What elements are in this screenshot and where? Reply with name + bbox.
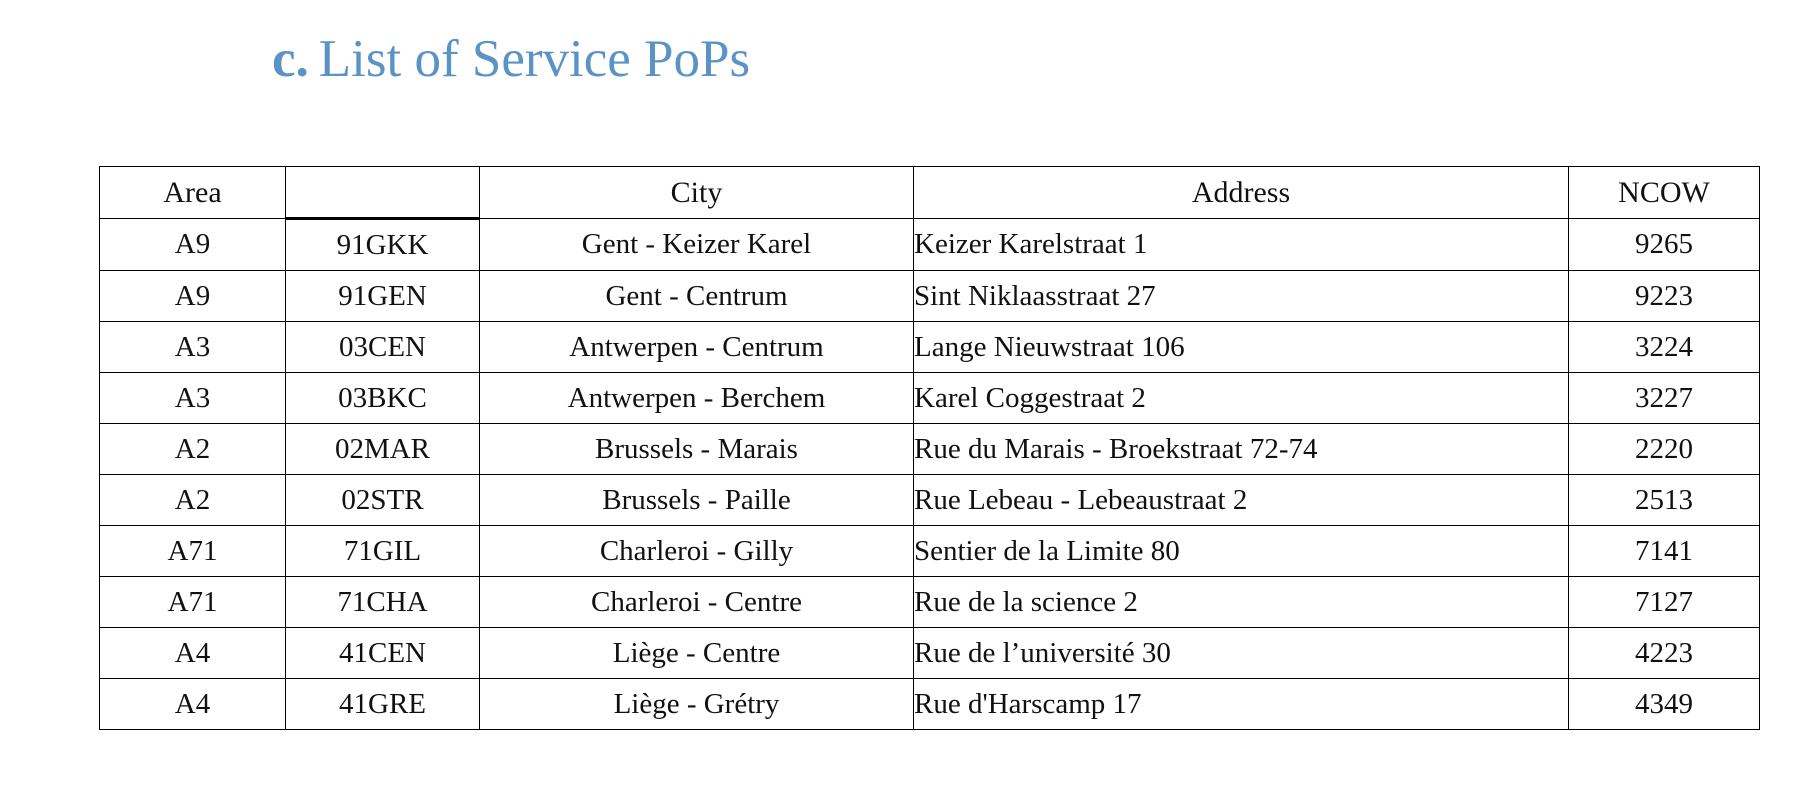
cell-city: Antwerpen - Berchem <box>480 373 914 424</box>
cell-code: 71GIL <box>286 526 480 577</box>
cell-area: A4 <box>100 628 286 679</box>
table-row <box>100 628 1760 679</box>
cell-ncow: 3224 <box>1569 322 1760 373</box>
cell-code: 03BKC <box>286 373 480 424</box>
cell-area: A2 <box>100 424 286 475</box>
cell-code: 71CHA <box>286 577 480 628</box>
table-row <box>100 322 1760 373</box>
cell-ncow: 4223 <box>1569 628 1760 679</box>
cell-city: Brussels - Paille <box>480 475 914 526</box>
cell-code: 03CEN <box>286 322 480 373</box>
cell-area: A9 <box>100 219 286 271</box>
section-title: List of Service PoPs <box>318 30 751 88</box>
cell-address: Rue Lebeau - Lebeaustraat 2 <box>914 475 1569 526</box>
cell-ncow: 2220 <box>1569 424 1760 475</box>
cell-code: 91GEN <box>286 271 480 322</box>
cell-code: 91GKK <box>286 219 480 271</box>
cell-city: Brussels - Marais <box>480 424 914 475</box>
cell-area: A2 <box>100 475 286 526</box>
cell-area: A9 <box>100 271 286 322</box>
cell-ncow: 7141 <box>1569 526 1760 577</box>
service-pops-table-container <box>99 166 1759 730</box>
cell-city: Liège - Centre <box>480 628 914 679</box>
cell-city: Charleroi - Centre <box>480 577 914 628</box>
cell-address: Sint Niklaasstraat 27 <box>914 271 1569 322</box>
table-row <box>100 679 1760 730</box>
table-row <box>100 373 1760 424</box>
section-label: c. <box>272 30 309 88</box>
cell-area: A4 <box>100 679 286 730</box>
table-row <box>100 271 1760 322</box>
cell-address: Lange Nieuwstraat 106 <box>914 322 1569 373</box>
cell-ncow: 4349 <box>1569 679 1760 730</box>
column-header-city: City <box>480 167 914 219</box>
table-header-row <box>100 167 1760 219</box>
cell-address: Rue du Marais - Broekstraat 72-74 <box>914 424 1569 475</box>
cell-ncow: 2513 <box>1569 475 1760 526</box>
cell-city: Liège - Grétry <box>480 679 914 730</box>
column-header-code <box>286 167 480 219</box>
cell-area: A71 <box>100 577 286 628</box>
table-row <box>100 424 1760 475</box>
cell-code: 41GRE <box>286 679 480 730</box>
cell-ncow: 3227 <box>1569 373 1760 424</box>
table-row <box>100 219 1760 271</box>
cell-area: A3 <box>100 322 286 373</box>
table-body <box>100 219 1760 730</box>
cell-ncow: 9223 <box>1569 271 1760 322</box>
cell-address: Karel Coggestraat 2 <box>914 373 1569 424</box>
cell-address: Rue d'Harscamp 17 <box>914 679 1569 730</box>
table-row <box>100 475 1760 526</box>
cell-ncow: 7127 <box>1569 577 1760 628</box>
service-pops-table <box>99 166 1760 730</box>
cell-code: 02STR <box>286 475 480 526</box>
table-header <box>100 167 1760 219</box>
table-row <box>100 526 1760 577</box>
cell-city: Gent - Centrum <box>480 271 914 322</box>
cell-city: Antwerpen - Centrum <box>480 322 914 373</box>
column-header-area: Area <box>100 167 286 219</box>
cell-ncow: 9265 <box>1569 219 1760 271</box>
column-header-address: Address <box>914 167 1569 219</box>
column-header-ncow: NCOW <box>1569 167 1760 219</box>
cell-address: Rue de la science 2 <box>914 577 1569 628</box>
cell-address: Sentier de la Limite 80 <box>914 526 1569 577</box>
cell-address: Keizer Karelstraat 1 <box>914 219 1569 271</box>
cell-city: Gent - Keizer Karel <box>480 219 914 271</box>
cell-code: 41CEN <box>286 628 480 679</box>
cell-code: 02MAR <box>286 424 480 475</box>
cell-area: A71 <box>100 526 286 577</box>
cell-area: A3 <box>100 373 286 424</box>
cell-address: Rue de l’université 30 <box>914 628 1569 679</box>
table-row <box>100 577 1760 628</box>
cell-city: Charleroi - Gilly <box>480 526 914 577</box>
page-title <box>272 30 750 88</box>
